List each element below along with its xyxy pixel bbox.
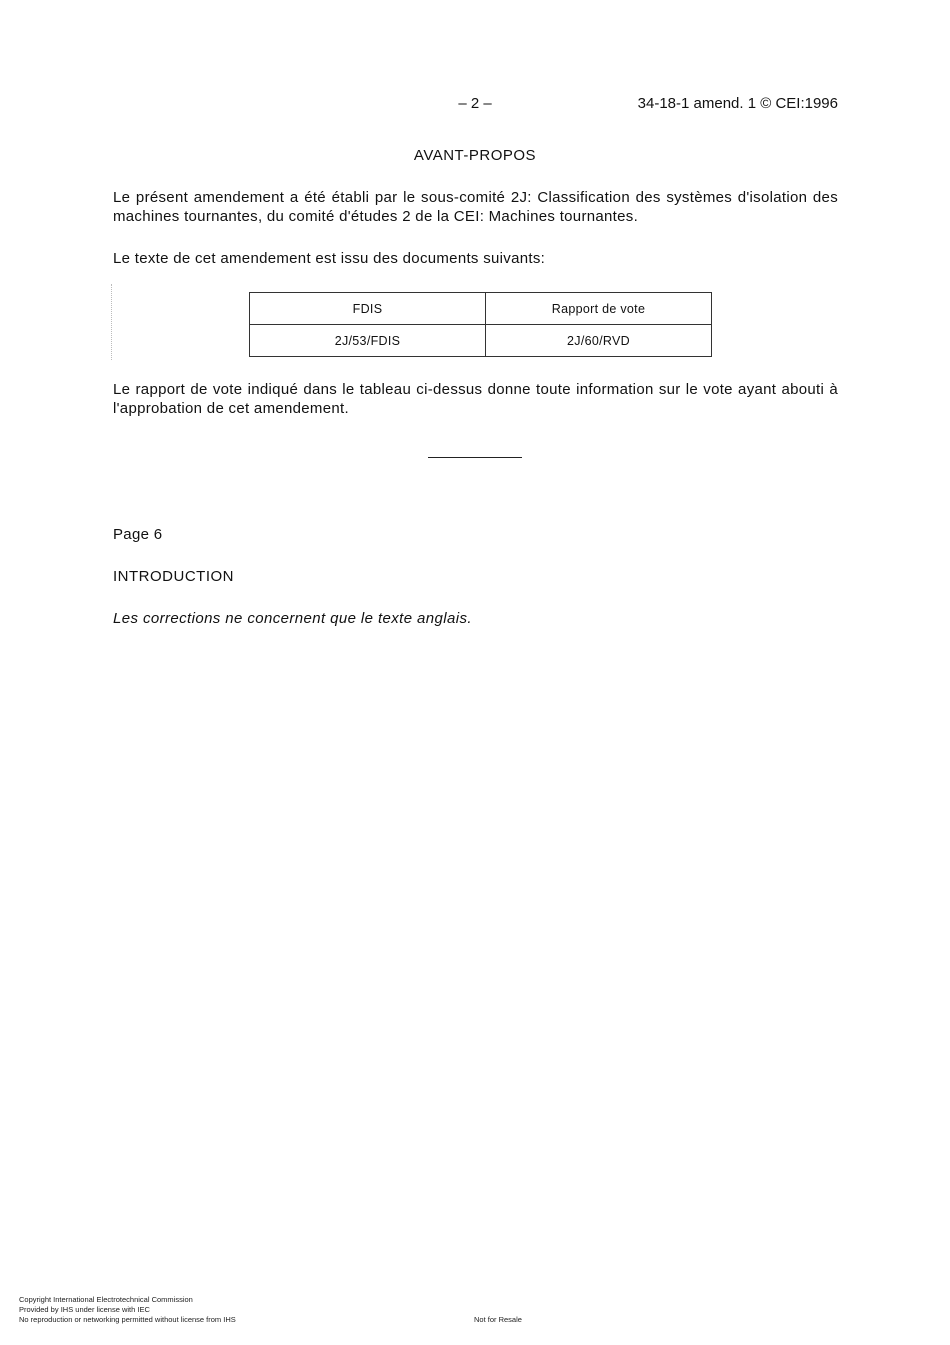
table-header-cell: FDIS [250,293,486,325]
table-cell: 2J/53/FDIS [250,325,486,357]
footer-line: Copyright International Electrotechnical Commission [19,1295,193,1304]
copyright-footer [19,1295,236,1324]
introduction-heading: INTRODUCTION [113,568,234,585]
foreword-paragraph: Le présent amendement a été établi par le sous-comité 2J: Classification des systèmes d'isolation des machines tournantes, du comité d'études 2 de la CEI: Machines tournantes. [113,189,838,225]
table-header-row [250,293,712,325]
margin-marker [111,284,113,360]
footer-line: No reproduction or networking permitted without license from IHS [19,1314,236,1324]
page-reference: Page 6 [113,526,163,543]
documents-table [249,292,712,357]
page-number: – 2 – [458,95,492,112]
table-cell: 2J/60/RVD [486,325,712,357]
document-reference: 34-18-1 amend. 1 © CEI:1996 [637,95,838,112]
vote-report-paragraph: Le rapport de vote indiqué dans le tableau ci-dessus donne toute information sur le vote ayant abouti à l'approbation de cet amendement. [113,381,838,417]
not-for-resale-label: Not for Resale [474,1315,522,1324]
table-header-cell: Rapport de vote [486,293,712,325]
section-title: AVANT-PROPOS [413,147,537,164]
introduction-note: Les corrections ne concernent que le texte anglais. [113,610,472,627]
footer-line: Provided by IHS under license with IEC [19,1304,150,1314]
section-separator [428,457,522,458]
documents-intro-paragraph: Le texte de cet amendement est issu des documents suivants: [113,250,546,267]
table-row [250,325,712,357]
